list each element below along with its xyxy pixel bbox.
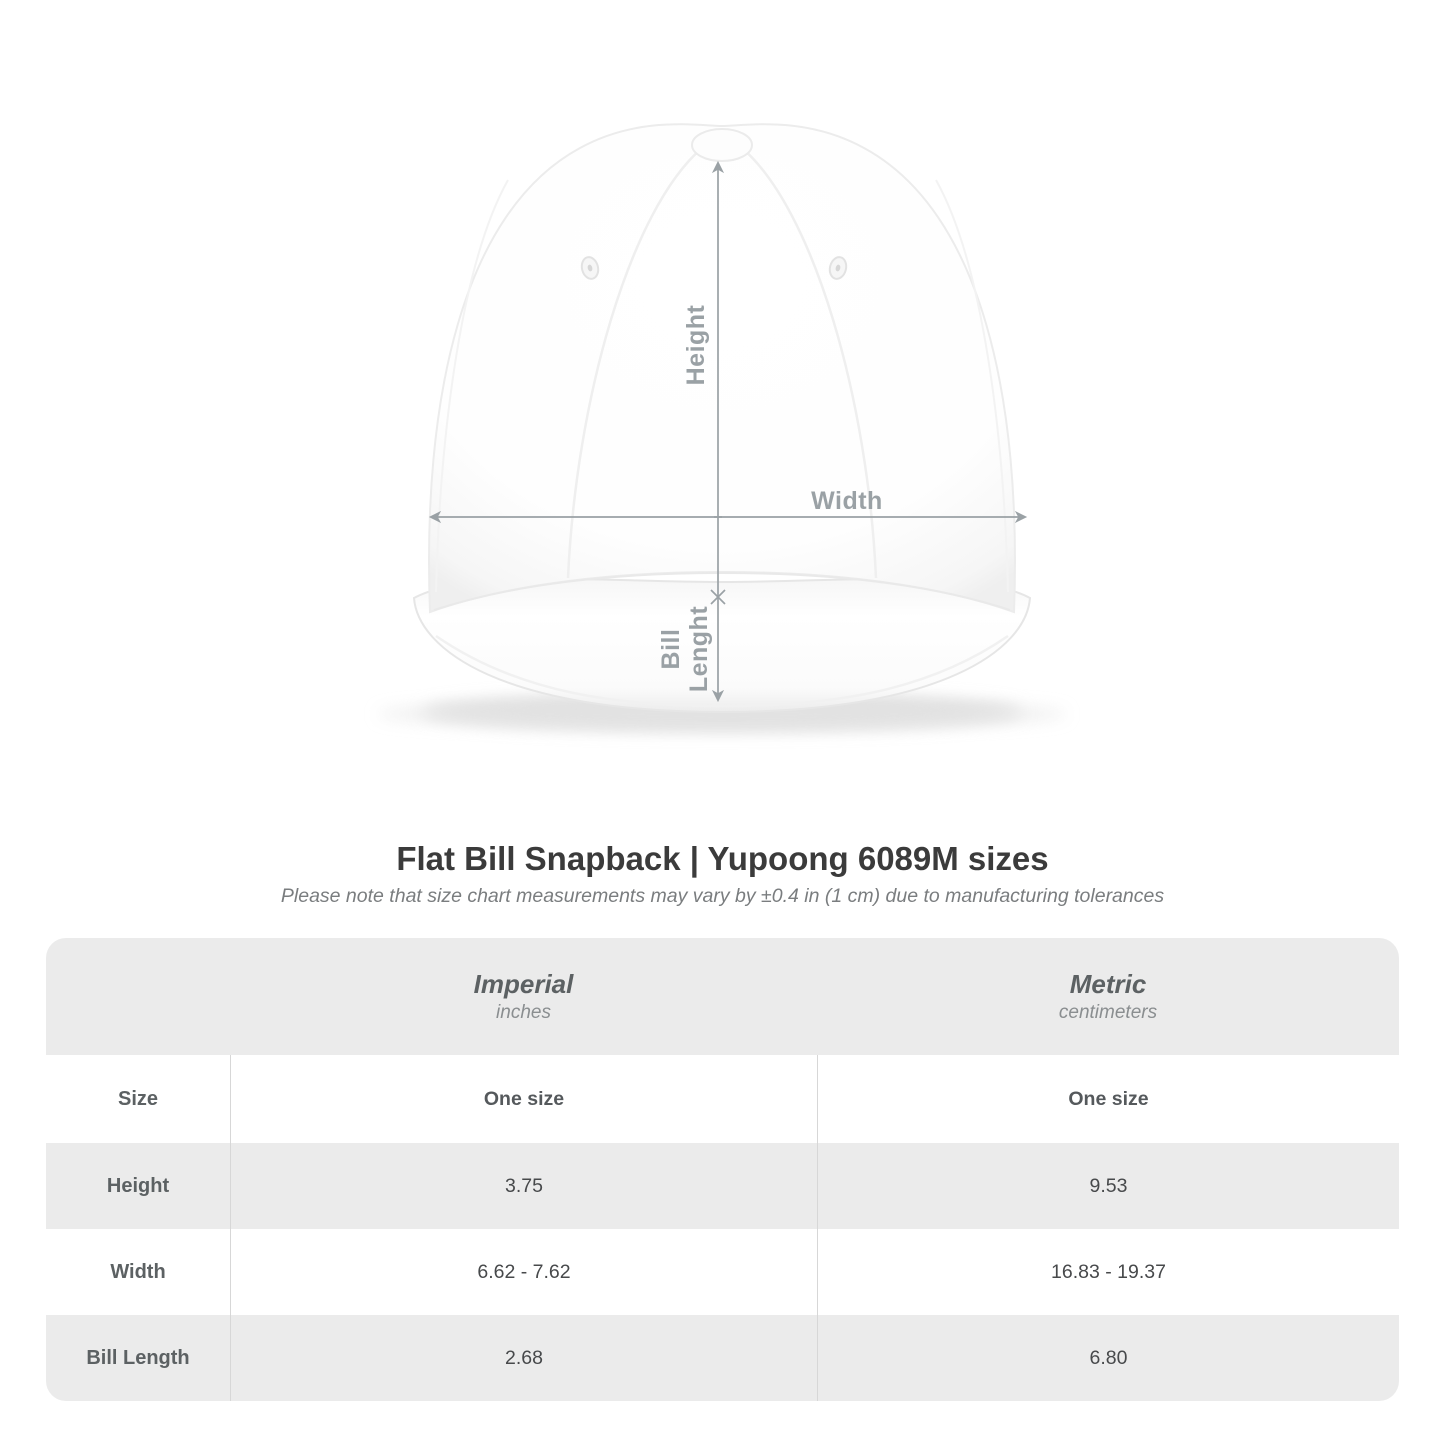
row-metric-value: One size [817,1055,1399,1143]
header-imperial [230,938,817,1055]
table-row [46,1229,1399,1315]
header-empty-cell [46,938,230,1055]
hat-crown [429,124,1015,612]
row-metric-value: 6.80 [817,1315,1399,1401]
hat-bill [414,579,1030,712]
size-table [46,938,1399,1401]
table-row [46,1315,1399,1401]
hat-button [692,129,752,161]
row-label: Bill Length [86,1346,190,1369]
size-table-header [46,938,1399,1055]
imperial-unit: inches [496,1001,551,1023]
metric-unit: centimeters [1058,1001,1158,1023]
row-imperial-value: 2.68 [230,1315,817,1401]
header-metric [817,938,1399,1055]
row-label: Width [110,1260,166,1283]
metric-label: Metric [1069,968,1147,999]
width-label: Width [811,487,883,515]
row-imperial-value: 6.62 - 7.62 [230,1229,817,1315]
table-row [46,1143,1399,1229]
row-metric-value: 9.53 [817,1143,1399,1229]
height-label: Height [682,304,710,386]
table-row [46,1055,1399,1143]
page-title: Flat Bill Snapback | Yupoong 6089M sizes [396,840,1049,877]
row-imperial-value: One size [230,1055,817,1143]
row-imperial-value: 3.75 [230,1143,817,1229]
page-subtitle: Please note that size chart measurements may vary by ±0.4 in (1 cm) due to manufacturing tolerances [280,885,1165,907]
bill-length-label-line1: Bill [657,628,685,670]
row-label: Height [106,1174,170,1197]
row-label: Size [117,1087,159,1110]
row-metric-value: 16.83 - 19.37 [817,1229,1399,1315]
bill-length-label-line2: Lenght [685,605,713,693]
imperial-label: Imperial [473,968,574,999]
